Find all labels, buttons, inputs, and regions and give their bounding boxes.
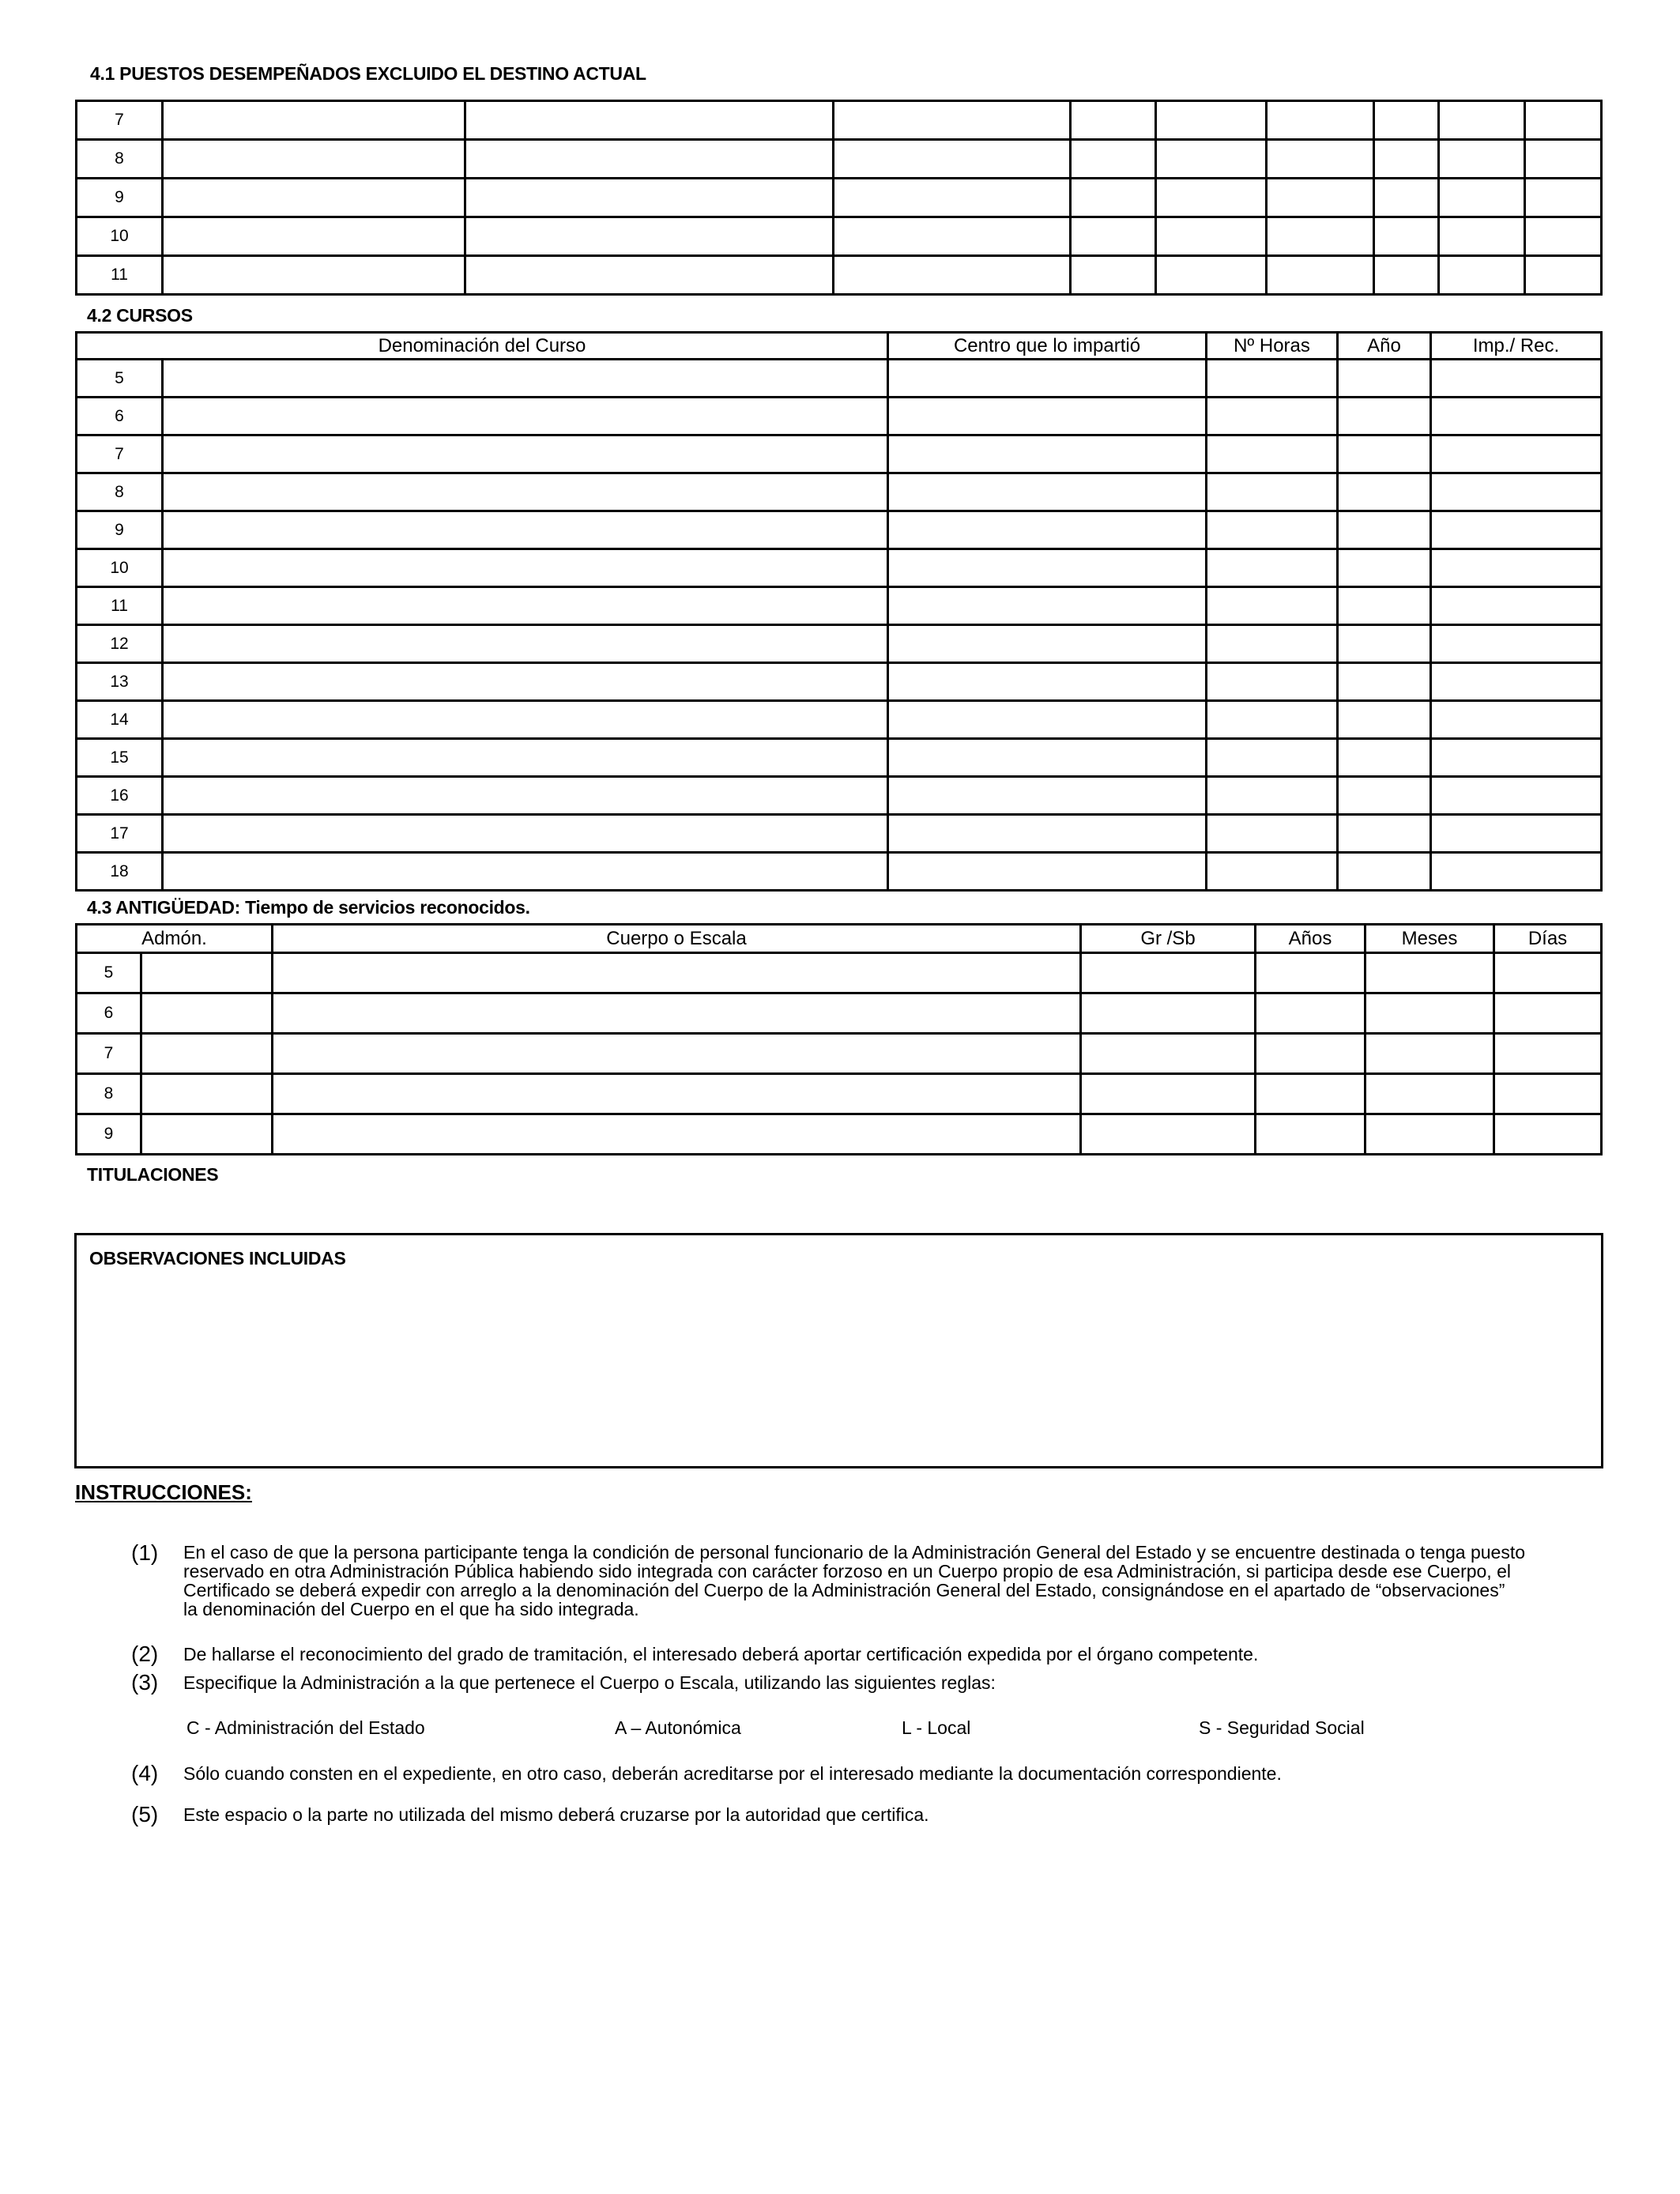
table-cell[interactable]	[1365, 1034, 1494, 1074]
table-cell[interactable]	[1207, 663, 1338, 701]
table-cell[interactable]	[1207, 398, 1338, 435]
table-cell[interactable]	[1494, 953, 1602, 993]
table-cell[interactable]	[1338, 663, 1431, 701]
row-number: 7	[77, 101, 163, 140]
table-cell[interactable]	[1431, 701, 1602, 739]
table-cell[interactable]	[163, 435, 888, 473]
table-cell[interactable]	[1256, 1034, 1365, 1074]
table-cell[interactable]	[1207, 739, 1338, 777]
table-cell[interactable]	[888, 587, 1207, 625]
table-row	[77, 853, 1602, 891]
table-cell[interactable]	[1431, 663, 1602, 701]
table-cell[interactable]	[888, 815, 1207, 853]
table-cell[interactable]	[1156, 217, 1267, 256]
cursos-header-spacer	[77, 333, 888, 360]
table-cell[interactable]	[273, 1034, 1081, 1074]
table-cell[interactable]	[1207, 587, 1338, 625]
table-cell[interactable]	[1207, 853, 1338, 891]
table-cell[interactable]	[465, 217, 834, 256]
instr-line: Certificado se deberá expedir con arreglo a la denominación del Cuerpo de la Administración General del Estado, consignándose en el apartado de “observaciones”	[183, 1580, 1505, 1600]
regla-s: S - Seguridad Social	[1199, 1717, 1365, 1738]
table-cell[interactable]	[1431, 511, 1602, 549]
row-number: 5	[77, 953, 141, 993]
table-cell[interactable]	[888, 473, 1207, 511]
table-cell[interactable]	[1256, 953, 1365, 993]
table-cell[interactable]	[1267, 140, 1374, 179]
row-number: 7	[77, 1034, 141, 1074]
table-cell[interactable]	[1338, 853, 1431, 891]
table-cell[interactable]	[1494, 993, 1602, 1034]
section-42-title: 4.2 CURSOS	[87, 305, 193, 326]
table-cell[interactable]	[141, 1034, 273, 1074]
table-cell[interactable]	[1374, 101, 1439, 140]
table-cell[interactable]	[1338, 777, 1431, 815]
section-43-title: 4.3 ANTIGÜEDAD: Tiempo de servicios reconocidos.	[87, 897, 530, 918]
table-cell[interactable]	[163, 179, 465, 217]
antiguedad-table	[75, 923, 1603, 1155]
table-row	[77, 663, 1602, 701]
table-row	[77, 398, 1602, 435]
table-cell[interactable]	[465, 256, 834, 295]
table-cell[interactable]	[1156, 101, 1267, 140]
row-number: 13	[77, 663, 163, 701]
table-cell[interactable]	[1365, 1114, 1494, 1155]
table-row	[77, 473, 1602, 511]
table-row	[77, 256, 1602, 295]
table-cell[interactable]	[834, 101, 1071, 140]
table-cell[interactable]	[465, 179, 834, 217]
table-cell[interactable]	[1071, 217, 1156, 256]
header-denominacion: Denominación del Curso	[378, 334, 586, 356]
header-anio: Año	[1338, 333, 1431, 360]
table-cell[interactable]	[273, 1074, 1081, 1114]
table-cell[interactable]	[1431, 853, 1602, 891]
regla-c: C - Administración del Estado	[186, 1717, 425, 1738]
table-cell[interactable]	[888, 853, 1207, 891]
table-cell[interactable]	[1207, 549, 1338, 587]
table-cell[interactable]	[1431, 815, 1602, 853]
table-cell[interactable]	[163, 625, 888, 663]
table-cell[interactable]	[1207, 511, 1338, 549]
instr-line: reservado en otra Administración Pública habiendo sido integrada con carácter forzoso en un Cuerpo propio de esa Administración, si participa desde ese Cuerpo, el	[183, 1561, 1511, 1581]
table-cell[interactable]	[1267, 256, 1374, 295]
table-cell[interactable]	[1494, 1114, 1602, 1155]
table-cell[interactable]	[1338, 398, 1431, 435]
table-cell[interactable]	[141, 1074, 273, 1114]
table-cell[interactable]	[465, 101, 834, 140]
header-centro: Centro que lo impartió	[888, 333, 1207, 360]
table-cell[interactable]	[273, 953, 1081, 993]
table-cell[interactable]	[1338, 549, 1431, 587]
table-row	[77, 1074, 1602, 1114]
table-cell[interactable]	[1431, 360, 1602, 398]
table-cell[interactable]	[1365, 993, 1494, 1034]
table-row	[77, 701, 1602, 739]
row-number: 10	[77, 549, 163, 587]
table-cell[interactable]	[1207, 473, 1338, 511]
table-cell[interactable]	[1525, 217, 1602, 256]
table-cell[interactable]	[834, 179, 1071, 217]
table-cell[interactable]	[888, 360, 1207, 398]
row-number: 9	[77, 179, 163, 217]
table-cell[interactable]	[1338, 511, 1431, 549]
table-cell[interactable]	[273, 1114, 1081, 1155]
header-imp-rec: Imp./ Rec.	[1431, 333, 1602, 360]
table-cell[interactable]	[163, 398, 888, 435]
table-cell[interactable]	[1267, 179, 1374, 217]
table-cell[interactable]	[1439, 179, 1525, 217]
instr-text-5: Este espacio o la parte no utilizada del mismo deberá cruzarse por la autoridad que certifica.	[183, 1804, 929, 1825]
titulaciones-label: TITULACIONES	[87, 1164, 219, 1185]
table-cell[interactable]	[1525, 101, 1602, 140]
header-gr-sb: Gr /Sb	[1081, 925, 1256, 953]
table-cell[interactable]	[1267, 101, 1374, 140]
table-cell[interactable]	[1431, 549, 1602, 587]
table-cell[interactable]	[1267, 217, 1374, 256]
table-cell[interactable]	[163, 587, 888, 625]
table-row	[77, 217, 1602, 256]
row-number: 6	[77, 993, 141, 1034]
table-cell[interactable]	[1338, 739, 1431, 777]
row-number: 17	[77, 815, 163, 853]
instr-text-3: Especifique la Administración a la que pertenece el Cuerpo o Escala, utilizando las siguientes reglas:	[183, 1672, 996, 1693]
header-meses: Meses	[1365, 925, 1494, 953]
table-cell[interactable]	[1525, 140, 1602, 179]
table-row	[77, 435, 1602, 473]
table-cell[interactable]	[1338, 435, 1431, 473]
instr-num-4: (4)	[131, 1761, 159, 1785]
table-row	[77, 739, 1602, 777]
table-cell[interactable]	[834, 256, 1071, 295]
instr-num-3: (3)	[131, 1670, 159, 1695]
table-cell[interactable]	[1071, 140, 1156, 179]
row-number: 15	[77, 739, 163, 777]
table-cell[interactable]	[888, 398, 1207, 435]
table-cell[interactable]	[1207, 701, 1338, 739]
table-cell[interactable]	[1071, 256, 1156, 295]
cursos-table	[75, 331, 1603, 892]
header-anios: Años	[1256, 925, 1365, 953]
table-cell[interactable]	[1431, 777, 1602, 815]
table-row	[77, 549, 1602, 587]
table-cell[interactable]	[888, 435, 1207, 473]
row-number: 6	[77, 398, 163, 435]
table-cell[interactable]	[163, 473, 888, 511]
table-cell[interactable]	[163, 256, 465, 295]
table-cell[interactable]	[1374, 256, 1439, 295]
table-cell[interactable]	[1494, 1034, 1602, 1074]
table-cell[interactable]	[141, 1114, 273, 1155]
table-row	[77, 1034, 1602, 1074]
table-cell[interactable]	[163, 853, 888, 891]
table-cell[interactable]	[163, 360, 888, 398]
table-cell[interactable]	[163, 777, 888, 815]
instr-line: En el caso de que la persona participante tenga la condición de personal funcionario de la Administración General del Estado y se encuentre destinada o tenga puesto	[183, 1542, 1526, 1563]
table-row	[77, 360, 1602, 398]
table-cell[interactable]	[1256, 1074, 1365, 1114]
row-number: 11	[77, 587, 163, 625]
table-cell[interactable]	[1431, 473, 1602, 511]
table-cell[interactable]	[888, 511, 1207, 549]
table-cell[interactable]	[1439, 101, 1525, 140]
row-number: 8	[77, 473, 163, 511]
regla-a: A – Autonómica	[615, 1717, 741, 1738]
table-row	[77, 179, 1602, 217]
instr-num-2: (2)	[131, 1642, 159, 1666]
row-number: 11	[77, 256, 163, 295]
table-cell[interactable]	[163, 101, 465, 140]
table-cell[interactable]	[465, 140, 834, 179]
table-row	[77, 625, 1602, 663]
table-cell[interactable]	[1207, 435, 1338, 473]
table-cell[interactable]	[1081, 953, 1256, 993]
row-number: 5	[77, 360, 163, 398]
table-cell[interactable]	[141, 953, 273, 993]
table-cell[interactable]	[1365, 1074, 1494, 1114]
table-cell[interactable]	[1338, 701, 1431, 739]
table-row	[77, 1114, 1602, 1155]
table-cell[interactable]	[1156, 256, 1267, 295]
table-cell[interactable]	[163, 549, 888, 587]
row-number: 12	[77, 625, 163, 663]
observaciones-label: OBSERVACIONES INCLUIDAS	[89, 1248, 346, 1269]
table-row	[77, 953, 1602, 993]
table-cell[interactable]	[1525, 179, 1602, 217]
table-cell[interactable]	[1338, 473, 1431, 511]
table-cell[interactable]	[1525, 256, 1602, 295]
table-cell[interactable]	[163, 663, 888, 701]
row-number: 8	[77, 1074, 141, 1114]
table-cell[interactable]	[1338, 815, 1431, 853]
table-cell[interactable]	[1081, 993, 1256, 1034]
table-row	[77, 815, 1602, 853]
table-cell[interactable]	[1439, 140, 1525, 179]
section-41-title: 4.1 PUESTOS DESEMPEÑADOS EXCLUIDO EL DESTINO ACTUAL	[90, 63, 646, 84]
table-cell[interactable]	[888, 663, 1207, 701]
puestos-table	[75, 100, 1603, 296]
table-cell[interactable]	[1207, 815, 1338, 853]
instr-text-1	[183, 1543, 1629, 1619]
instr-text-4: Sólo cuando consten en el expediente, en otro caso, deberán acreditarse por el interesado mediante la documentación correspondiente.	[183, 1763, 1282, 1784]
instr-num-1: (1)	[131, 1540, 159, 1565]
table-cell[interactable]	[1431, 435, 1602, 473]
table-cell[interactable]	[1439, 256, 1525, 295]
table-row	[77, 140, 1602, 179]
table-cell[interactable]	[1431, 625, 1602, 663]
table-cell[interactable]	[1431, 587, 1602, 625]
table-cell[interactable]	[163, 815, 888, 853]
instrucciones-title: INSTRUCCIONES:	[75, 1480, 252, 1504]
row-number: 18	[77, 853, 163, 891]
row-number: 9	[77, 1114, 141, 1155]
table-cell[interactable]	[1256, 993, 1365, 1034]
table-cell[interactable]	[1081, 1034, 1256, 1074]
table-cell[interactable]	[1374, 140, 1439, 179]
header-admon: Admón.	[77, 925, 273, 953]
table-cell[interactable]	[163, 217, 465, 256]
row-number: 14	[77, 701, 163, 739]
table-cell[interactable]	[163, 739, 888, 777]
instr-num-5: (5)	[131, 1802, 159, 1826]
table-row	[77, 101, 1602, 140]
header-dias: Días	[1494, 925, 1602, 953]
table-cell[interactable]	[1494, 1074, 1602, 1114]
table-cell[interactable]	[1256, 1114, 1365, 1155]
table-row	[77, 511, 1602, 549]
table-cell[interactable]	[1374, 217, 1439, 256]
table-cell[interactable]	[1338, 587, 1431, 625]
row-number: 9	[77, 511, 163, 549]
table-cell[interactable]	[1156, 140, 1267, 179]
table-cell[interactable]	[1156, 179, 1267, 217]
table-cell[interactable]	[1439, 217, 1525, 256]
observaciones-box	[74, 1233, 1603, 1468]
header-cuerpo: Cuerpo o Escala	[273, 925, 1081, 953]
table-cell[interactable]	[163, 140, 465, 179]
regla-l: L - Local	[902, 1717, 971, 1738]
table-row	[77, 777, 1602, 815]
table-cell[interactable]	[1431, 739, 1602, 777]
table-cell[interactable]	[834, 217, 1071, 256]
table-cell[interactable]	[1365, 953, 1494, 993]
table-cell[interactable]	[163, 511, 888, 549]
table-cell[interactable]	[888, 549, 1207, 587]
table-cell[interactable]	[1081, 1114, 1256, 1155]
table-cell[interactable]	[163, 701, 888, 739]
header-horas: Nº Horas	[1207, 333, 1338, 360]
table-cell[interactable]	[1071, 179, 1156, 217]
row-number: 16	[77, 777, 163, 815]
table-cell[interactable]	[273, 993, 1081, 1034]
table-cell[interactable]	[1207, 625, 1338, 663]
table-cell[interactable]	[141, 993, 273, 1034]
table-row	[77, 587, 1602, 625]
table-cell[interactable]	[1081, 1074, 1256, 1114]
table-cell[interactable]	[1338, 360, 1431, 398]
table-cell[interactable]	[888, 625, 1207, 663]
table-cell[interactable]	[1207, 777, 1338, 815]
table-cell[interactable]	[834, 140, 1071, 179]
table-cell[interactable]	[888, 701, 1207, 739]
row-number: 10	[77, 217, 163, 256]
table-row	[77, 993, 1602, 1034]
row-number: 8	[77, 140, 163, 179]
table-cell[interactable]	[888, 777, 1207, 815]
table-cell[interactable]	[1374, 179, 1439, 217]
row-number: 7	[77, 435, 163, 473]
table-cell[interactable]	[1071, 101, 1156, 140]
table-cell[interactable]	[1431, 398, 1602, 435]
instr-line: la denominación del Cuerpo en el que ha sido integrada.	[183, 1599, 639, 1619]
table-cell[interactable]	[1338, 625, 1431, 663]
table-cell[interactable]	[1207, 360, 1338, 398]
table-cell[interactable]	[888, 739, 1207, 777]
instr-text-2: De hallarse el reconocimiento del grado de tramitación, el interesado deberá aportar certificación expedida por el órgano competente.	[183, 1644, 1259, 1664]
